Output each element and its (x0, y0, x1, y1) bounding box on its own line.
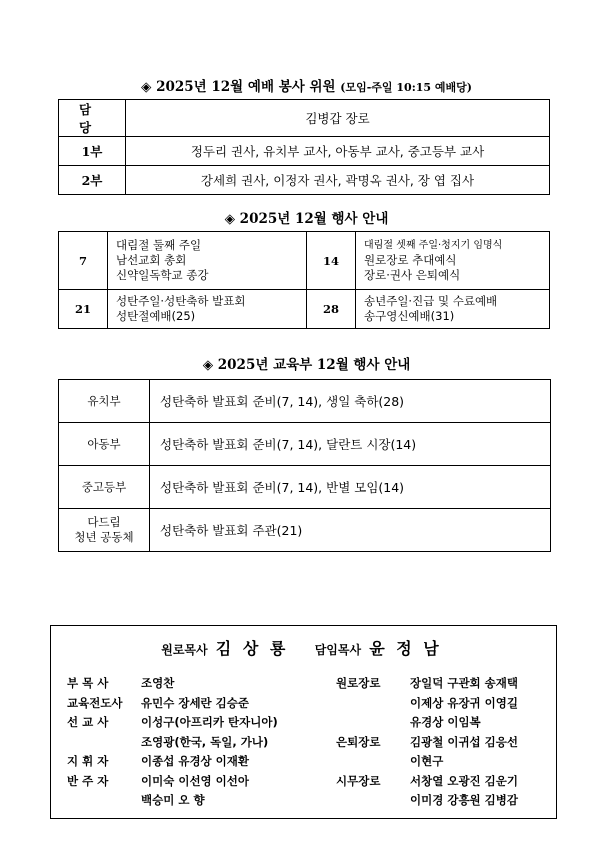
worship-row (59, 166, 550, 195)
education-dept-line: 청년 공동체 (74, 530, 134, 544)
staff-names: 유민수 장세란 김승준 (141, 695, 249, 710)
education-desc: 성탄축하 발표회 준비(7, 14), 반별 모임(14) (150, 466, 551, 509)
education-dept: 유치부 (59, 380, 150, 423)
events-section-title: ◈ 2025년 12월 행사 안내 (224, 211, 389, 227)
worship-subtitle: (모임-주일 10:15 예배당) (340, 81, 472, 94)
staff-box (50, 625, 557, 819)
worship-table (58, 99, 550, 195)
staff-names: 이미경 강흥원 김병감 (410, 793, 518, 807)
staff-names: 이제상 유장귀 이영길 (410, 695, 518, 710)
staff-role: 반 주 자 (67, 773, 109, 788)
worship-row-value: 강세희 권사, 이정자 권사, 곽명옥 권사, 장 엽 집사 (126, 166, 550, 195)
event-day: 21 (59, 290, 108, 329)
event-line: 송구영신예배(31) (364, 309, 455, 323)
worship-row-value: 정두리 권사, 유치부 교사, 아동부 교사, 중고등부 교사 (126, 137, 550, 166)
senior-pastor-title: 원로목사 (161, 643, 208, 657)
staff-names: 조영광(한국, 독일, 가나) (141, 734, 269, 749)
worship-header-label: 담 당 (59, 100, 126, 137)
event-line: 남선교회 총회 (116, 253, 187, 267)
events-row (59, 232, 550, 290)
event-description (356, 232, 550, 290)
staff-names: 백승미 오 향 (141, 793, 205, 807)
education-row (59, 509, 551, 552)
staff-right-column (336, 674, 556, 811)
staff-row (336, 752, 556, 772)
education-dept (59, 509, 150, 552)
event-day: 28 (307, 290, 356, 329)
event-line: 대림절 셋째 주일·청지기 임명식 (364, 240, 503, 251)
event-description (356, 290, 550, 329)
event-line: 대림절 둘째 주일 (116, 238, 202, 252)
event-line: 신약일독학교 종강 (116, 268, 209, 282)
staff-names: 유경상 이임복 (410, 715, 481, 729)
events-row (59, 290, 550, 329)
lead-pastor-name: 윤 정 남 (369, 639, 442, 658)
staff-row (336, 791, 556, 811)
staff-role: 원로장로 (336, 676, 381, 690)
staff-names: 장일덕 구관회 송재택 (410, 676, 518, 690)
staff-row (67, 791, 327, 811)
staff-row (336, 694, 556, 714)
senior-pastor-name: 김 상 룡 (215, 639, 289, 658)
education-desc: 성탄축하 발표회 주관(21) (150, 509, 551, 552)
staff-names: 서창열 오광진 김운기 (410, 773, 518, 788)
worship-title: ◈ 2025년 12월 예배 봉사 위원 (141, 79, 336, 95)
worship-header-row (59, 100, 550, 137)
staff-row (67, 694, 327, 714)
staff-row (336, 772, 556, 792)
education-row (59, 466, 551, 509)
event-line: 성탄주일·성탄축하 발표회 (116, 294, 246, 308)
staff-row (67, 733, 327, 753)
worship-row-label: 1부 (59, 137, 126, 166)
staff-row (67, 752, 327, 772)
education-dept-line: 다드림 (87, 515, 121, 529)
staff-names: 이현구 (410, 754, 444, 768)
education-desc: 성탄축하 발표회 준비(7, 14), 생일 축하(28) (150, 380, 551, 423)
staff-row (67, 674, 327, 694)
staff-role: 선 교 사 (67, 715, 109, 729)
worship-header-value: 김병갑 장로 (126, 100, 550, 137)
staff-row (336, 713, 556, 733)
staff-role: 지 휘 자 (67, 754, 109, 768)
education-desc: 성탄축하 발표회 준비(7, 14), 달란트 시장(14) (150, 423, 551, 466)
worship-row-label: 2부 (59, 166, 126, 195)
staff-role: 부 목 사 (67, 676, 109, 690)
staff-row (67, 772, 327, 792)
staff-row (336, 674, 556, 694)
staff-role: 은퇴장로 (336, 734, 381, 749)
worship-row (59, 137, 550, 166)
staff-names: 이성구(아프리카 탄자니아) (141, 715, 278, 729)
lead-pastor-title: 담임목사 (314, 643, 362, 657)
events-table (58, 231, 550, 329)
staff-role: 시무장로 (336, 773, 381, 788)
staff-names: 이미숙 이선영 이선아 (141, 773, 249, 788)
education-dept: 중고등부 (59, 466, 150, 509)
staff-left-column (67, 674, 327, 811)
education-row (59, 423, 551, 466)
staff-row (67, 713, 327, 733)
event-day: 7 (59, 232, 108, 290)
event-line: 원로장로 추대예식 (364, 253, 457, 267)
event-line: 성탄절예배(25) (116, 309, 196, 323)
staff-names: 조영찬 (141, 676, 175, 690)
education-row (59, 380, 551, 423)
event-description (108, 290, 307, 329)
worship-section-title (0, 75, 613, 95)
event-description (108, 232, 307, 290)
event-day: 14 (307, 232, 356, 290)
pastors-line (51, 636, 556, 659)
staff-row (336, 733, 556, 753)
event-line: 장로·권사 은퇴예식 (364, 268, 461, 282)
education-dept: 아동부 (59, 423, 150, 466)
staff-role: 교육전도사 (67, 695, 123, 710)
staff-names: 김광철 이귀섭 김응선 (410, 734, 518, 749)
event-line: 송년주일·진급 및 수료예배 (364, 294, 498, 308)
education-table (58, 379, 551, 552)
education-section-title: ◈ 2025년 교육부 12월 행사 안내 (202, 357, 411, 373)
staff-names: 이종섭 유경상 이재환 (141, 754, 249, 768)
